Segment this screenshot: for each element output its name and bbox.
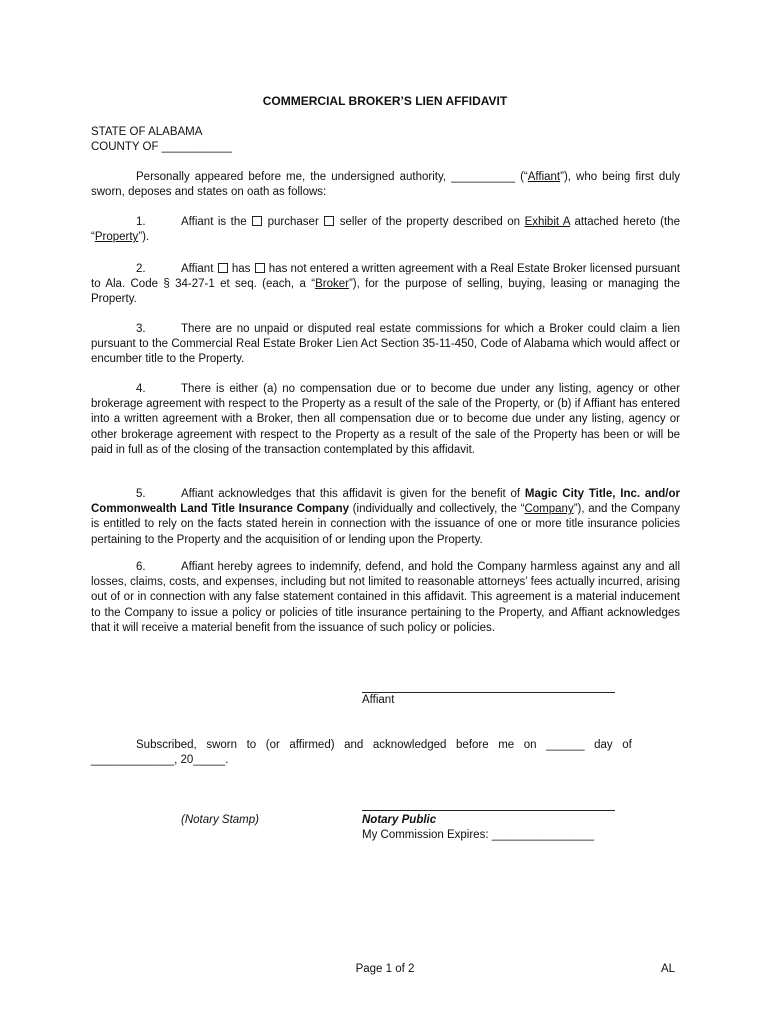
paragraph-1 bbox=[91, 215, 680, 245]
p6-text: Affiant hereby agrees to indemnify, defend, and hold the Company harmless against any and all losses, claims, costs, and expenses, including but not limited to reasonable attorneys’ fees actually incurred, arising out of or in connection with any false statement contained in this affidavit. This agreement is a material inducement to the Company to issue a policy or policies of title insurance pertaining to the Property, and Affiant acknowledges that it will receive a material benefit from the issuance of such policy or policies. bbox=[91, 561, 680, 634]
p2-text-c: has not entered a written agreement with a Real Estate Broker licensed pursuant to Ala. Code § 34-27-1 et seq. (each, a “ bbox=[91, 263, 680, 291]
p1-text-d: attached hereto (the “ bbox=[91, 216, 680, 244]
affiant-label: Affiant bbox=[362, 694, 395, 706]
document-title: COMMERCIAL BROKER’S LIEN AFFIDAVIT bbox=[262, 94, 508, 108]
state-line: STATE OF ALABAMA bbox=[91, 126, 203, 138]
p2-text-b: has bbox=[228, 263, 254, 275]
p1-text-b: purchaser bbox=[263, 216, 324, 228]
intro-text-b: ”), who being first duly sworn, deposes and states on oath as follows: bbox=[91, 171, 681, 199]
paragraph-number: 4. bbox=[136, 383, 146, 395]
purchaser-checkbox[interactable] bbox=[252, 216, 262, 226]
notary-stamp-label: (Notary Stamp) bbox=[181, 814, 259, 826]
paragraph-number: 6. bbox=[136, 561, 146, 573]
p5-text-b: (individually and collectively, the “ bbox=[349, 503, 525, 516]
property-defined-term: Property bbox=[94, 231, 139, 244]
page-number: Page 1 of 2 bbox=[355, 963, 415, 975]
broker-defined-term: Broker bbox=[315, 278, 349, 291]
paragraph-5 bbox=[91, 487, 680, 548]
paragraph-3 bbox=[91, 322, 680, 368]
paragraph-number: 2. bbox=[136, 263, 146, 275]
p2-text-d: ”), for the purpose of selling, buying, leasing or managing the Property. bbox=[91, 278, 680, 306]
commission-expires: My Commission Expires: ________________ bbox=[362, 829, 595, 841]
seller-checkbox[interactable] bbox=[324, 216, 334, 226]
p3-text: There are no unpaid or disputed real estate commissions for which a Broker could claim a lien pursuant to the Commercial Real Estate Broker Lien Act Section 35-11-450, Code of Alabama which would affect or encumber title to the Property. bbox=[91, 323, 680, 366]
subscribed-date-line: _____________, 20_____. bbox=[91, 754, 229, 766]
p1-text-a: Affiant is the bbox=[181, 216, 252, 228]
p2-text-a: Affiant bbox=[181, 263, 217, 275]
county-line: COUNTY OF ___________ bbox=[91, 141, 233, 154]
paragraph-6 bbox=[91, 560, 680, 636]
company-names: Magic City Title, Inc. and/or Commonwealth Land Title Insurance Company bbox=[91, 488, 680, 516]
notary-signature-line[interactable] bbox=[362, 810, 615, 811]
has-not-checkbox[interactable] bbox=[255, 263, 265, 273]
p5-text-c: ”), and the Company is entitled to rely on the facts stated herein in connection with the issuance of one or more title insurance policies pertaining to the Property and the acquisition of or lending upon the Property. bbox=[91, 503, 680, 546]
intro-text-a: Personally appeared before me, the undersigned authority, __________ (“ bbox=[136, 171, 528, 183]
exhibit-a-term: Exhibit A bbox=[524, 216, 570, 228]
paragraph-number: 1. bbox=[136, 216, 146, 228]
paragraph-number: 3. bbox=[136, 323, 146, 335]
affiant-defined-term: Affiant bbox=[527, 171, 561, 183]
p1-text-e: ”). bbox=[138, 231, 150, 244]
notary-public-label: Notary Public bbox=[362, 814, 437, 826]
paragraph-number: 5. bbox=[136, 488, 146, 500]
intro-paragraph bbox=[91, 170, 680, 200]
venue-block bbox=[91, 125, 680, 155]
has-checkbox[interactable] bbox=[218, 263, 228, 273]
state-code: AL bbox=[661, 963, 676, 975]
subscribed-line: Subscribed, sworn to (or affirmed) and acknowledged before me on ______ day of bbox=[136, 739, 632, 751]
p1-text-c: seller of the property described on bbox=[335, 216, 525, 228]
paragraph-2 bbox=[91, 262, 680, 308]
company-defined-term: Company bbox=[524, 503, 574, 516]
affiant-signature-line[interactable] bbox=[362, 692, 615, 693]
p5-text-a: Affiant acknowledges that this affidavit is given for the benefit of bbox=[181, 488, 525, 500]
p4-text: There is either (a) no compensation due or to become due under any listing, agency or other brokerage agreement with respect to the Property as a result of the sale of the Property, or (b) if Affiant has entered into a written agreement with a Broker, then all compensation due or to become due under any listing, agency or other brokerage agreement with respect to the Property as a result of the sale of the Property has been or will be paid in full as of the closing of the transaction contemplated by this affidavit. bbox=[91, 383, 680, 456]
paragraph-4 bbox=[91, 382, 680, 458]
